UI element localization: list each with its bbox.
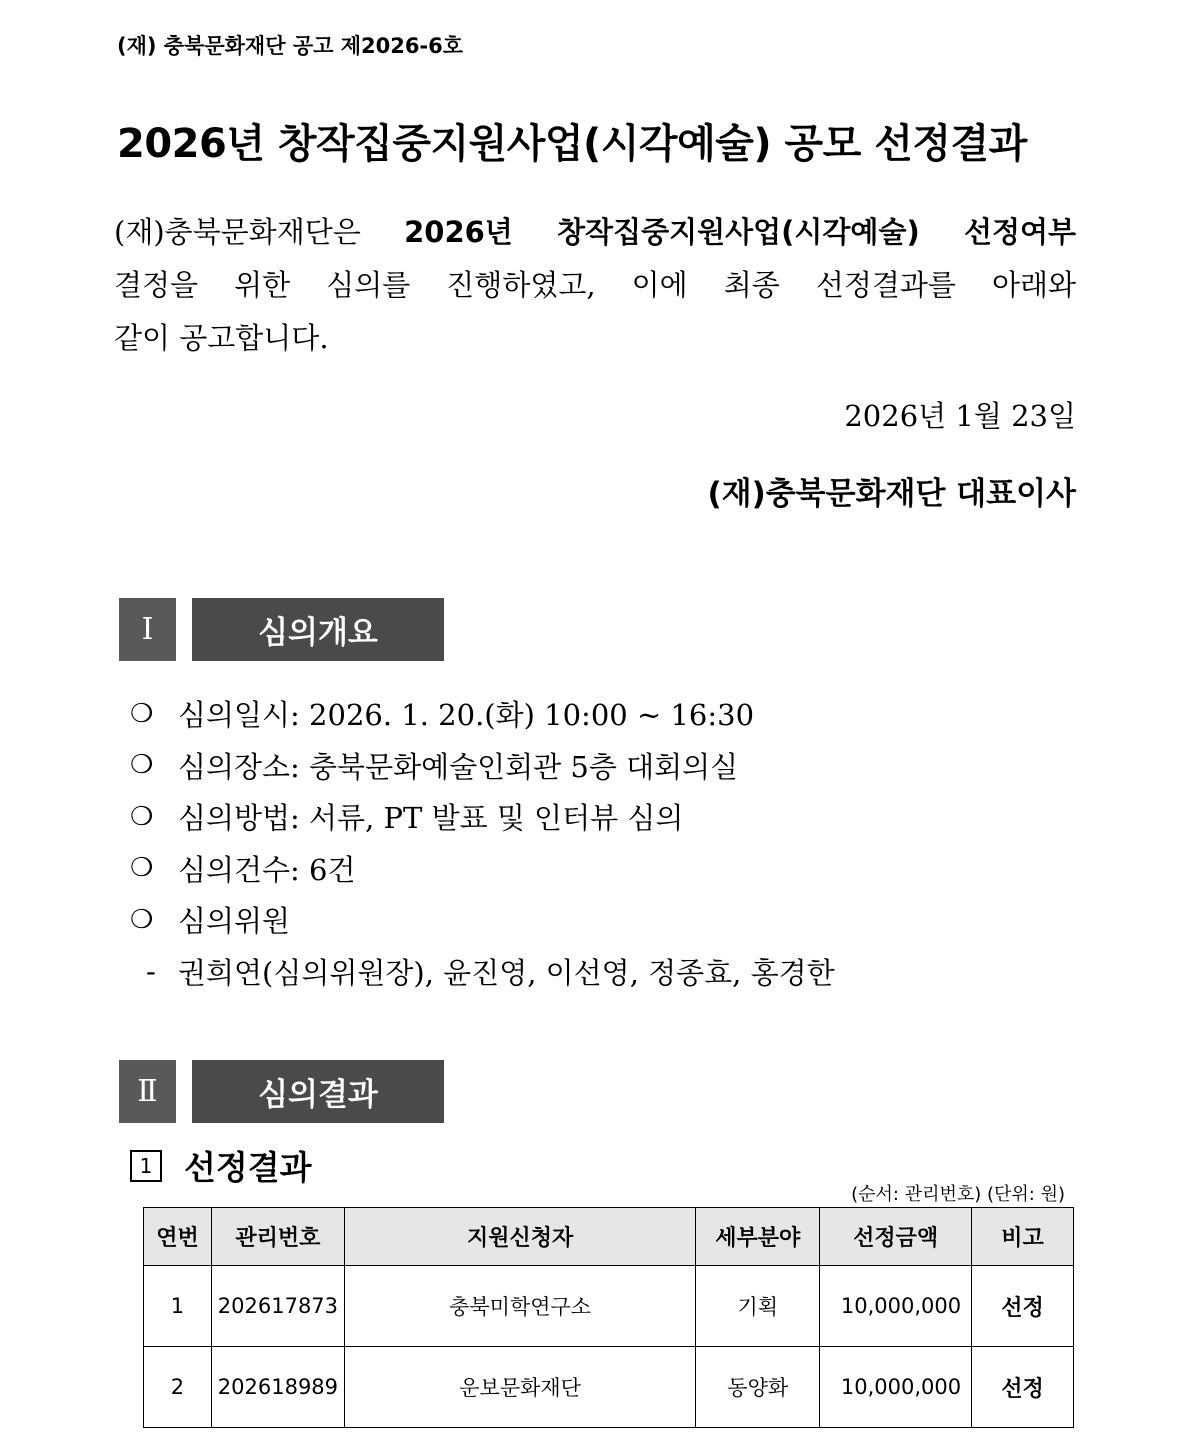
header-note: 비고 — [972, 1208, 1074, 1266]
cell-note: 선정 — [972, 1347, 1074, 1428]
signer: (재)충북문화재단 대표이사 — [707, 476, 1076, 512]
circle-bullet-icon: ❍ — [130, 698, 154, 729]
section-1-title: 심의개요 — [192, 598, 444, 661]
section-1-number: Ⅰ — [119, 598, 176, 661]
list-item — [130, 946, 835, 998]
cell-applicant: 운보문화재단 — [344, 1347, 695, 1428]
table-row — [144, 1266, 1074, 1347]
cell-seq: 1 — [144, 1266, 212, 1347]
cell-field: 기획 — [696, 1266, 820, 1347]
sub-heading-title: 선정결과 — [184, 1148, 312, 1187]
notice-number: (재) 충북문화재단 공고 제2026-6호 — [117, 34, 464, 58]
circle-bullet-icon: ❍ — [130, 904, 154, 935]
overview-list — [130, 688, 835, 997]
list-item — [130, 791, 835, 843]
header-applicant: 지원신청자 — [344, 1208, 695, 1266]
header-mgmt-no: 관리번호 — [211, 1208, 344, 1266]
circle-bullet-icon: ❍ — [130, 801, 154, 832]
unit-note: (순서: 관리번호) (단위: 원) — [851, 1184, 1065, 1205]
table-row — [144, 1347, 1074, 1428]
overview-item-method: 심의방법: 서류, PT 발표 및 인터뷰 심의 — [178, 801, 684, 836]
list-item — [130, 740, 835, 792]
intro-line-1-text: (재)충북문화재단은 — [114, 215, 405, 249]
list-item — [130, 843, 835, 895]
list-item — [130, 688, 835, 740]
intro-paragraph — [114, 206, 1076, 365]
intro-line-2: 결정을 위한 심의를 진행하였고, 이에 최종 선정결과를 아래와 — [114, 268, 1076, 302]
announcement-date: 2026년 1월 23일 — [844, 399, 1076, 433]
cell-mgmt-no: 202618989 — [211, 1347, 344, 1428]
intro-line-3: 같이 공고합니다. — [114, 321, 329, 355]
list-item — [130, 894, 835, 946]
overview-item-date: 심의일시: 2026. 1. 20.(화) 10:00 ~ 16:30 — [178, 698, 755, 733]
cell-seq: 2 — [144, 1347, 212, 1428]
section-2-number: Ⅱ — [119, 1060, 176, 1123]
header-seq: 연번 — [144, 1208, 212, 1266]
cell-amount: 10,000,000 — [820, 1266, 972, 1347]
dash-bullet-icon: - — [146, 954, 156, 989]
intro-line-1 — [114, 206, 1076, 259]
cell-mgmt-no: 202617873 — [211, 1266, 344, 1347]
cell-field: 동양화 — [696, 1347, 820, 1428]
section-2-title: 심의결과 — [192, 1060, 444, 1123]
cell-note: 선정 — [972, 1266, 1074, 1347]
circle-bullet-icon: ❍ — [130, 853, 154, 884]
circle-bullet-icon: ❍ — [130, 750, 154, 781]
cell-amount: 10,000,000 — [820, 1347, 972, 1428]
result-table — [143, 1207, 1074, 1428]
header-field: 세부분야 — [696, 1208, 820, 1266]
sub-heading — [130, 1142, 312, 1189]
overview-item-committee: 심의위원 — [178, 904, 291, 939]
intro-line-1-bold: 2026년 창작집중지원사업(시각예술) 선정여부 — [404, 215, 1076, 249]
cell-applicant: 충북미학연구소 — [344, 1266, 695, 1347]
boxed-number-icon: 1 — [130, 1150, 162, 1182]
overview-item-count: 심의건수: 6건 — [178, 852, 356, 887]
header-amount: 선정금액 — [820, 1208, 972, 1266]
overview-item-venue: 심의장소: 충북문화예술인회관 5층 대회의실 — [178, 749, 739, 784]
document-title: 2026년 창작집중지원사업(시각예술) 공모 선정결과 — [117, 121, 1027, 167]
committee-members: 권희연(심의위원장), 윤진영, 이선영, 정종효, 홍경한 — [178, 955, 835, 990]
table-header-row — [144, 1208, 1074, 1266]
